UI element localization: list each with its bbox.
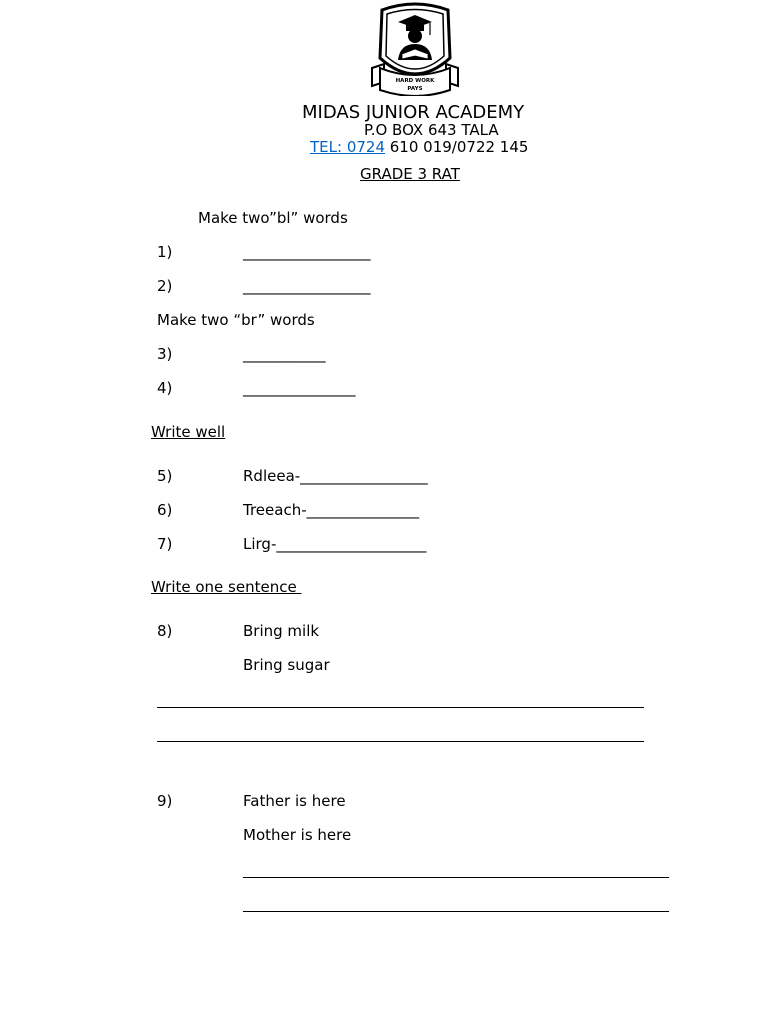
write-sentence-heading: Write one sentence bbox=[151, 578, 302, 596]
answer-blank: _________________ bbox=[243, 277, 371, 295]
sentence-prompt: Bring milk bbox=[243, 622, 320, 640]
scrambled-word: Treeach-_______________ bbox=[243, 501, 420, 519]
question-number: 8) bbox=[157, 622, 173, 640]
school-telephone bbox=[310, 140, 528, 155]
question-number: 4) bbox=[157, 379, 173, 397]
sentence-prompt: Father is here bbox=[243, 792, 346, 810]
scrambled-word: Rdleea-_________________ bbox=[243, 467, 428, 485]
telephone-link[interactable]: TEL: 0724 bbox=[310, 138, 385, 156]
question-number: 1) bbox=[157, 243, 173, 261]
answer-line bbox=[243, 877, 669, 878]
answer-blank: ___________ bbox=[243, 345, 326, 363]
br-instruction: Make two “br” words bbox=[157, 311, 315, 329]
question-number: 6) bbox=[157, 501, 173, 519]
question-number: 2) bbox=[157, 277, 173, 295]
sentence-prompt: Mother is here bbox=[243, 826, 352, 844]
answer-blank: _________________ bbox=[243, 243, 371, 261]
answer-line bbox=[157, 707, 644, 708]
write-well-heading: Write well bbox=[151, 423, 226, 441]
svg-text:PAYS: PAYS bbox=[407, 86, 423, 92]
page-title: GRADE 3 RAT bbox=[360, 165, 460, 183]
question-number: 3) bbox=[157, 345, 173, 363]
sentence-prompt: Bring sugar bbox=[243, 656, 330, 674]
scrambled-word: Lirg-____________________ bbox=[243, 535, 427, 553]
answer-blank: _______________ bbox=[243, 379, 356, 397]
question-number: 7) bbox=[157, 535, 173, 553]
school-address: P.O BOX 643 TALA bbox=[364, 121, 499, 139]
question-number: 5) bbox=[157, 467, 173, 485]
answer-line bbox=[157, 741, 644, 742]
answer-line bbox=[243, 911, 669, 912]
bl-instruction: Make two”bl” words bbox=[198, 209, 348, 227]
telephone-rest: 610 019/0722 145 bbox=[385, 138, 529, 156]
question-number: 9) bbox=[157, 792, 173, 810]
school-name: MIDAS JUNIOR ACADEMY bbox=[302, 102, 525, 123]
logo-motto: HARD WORK bbox=[395, 78, 435, 84]
school-crest-logo bbox=[370, 2, 460, 96]
